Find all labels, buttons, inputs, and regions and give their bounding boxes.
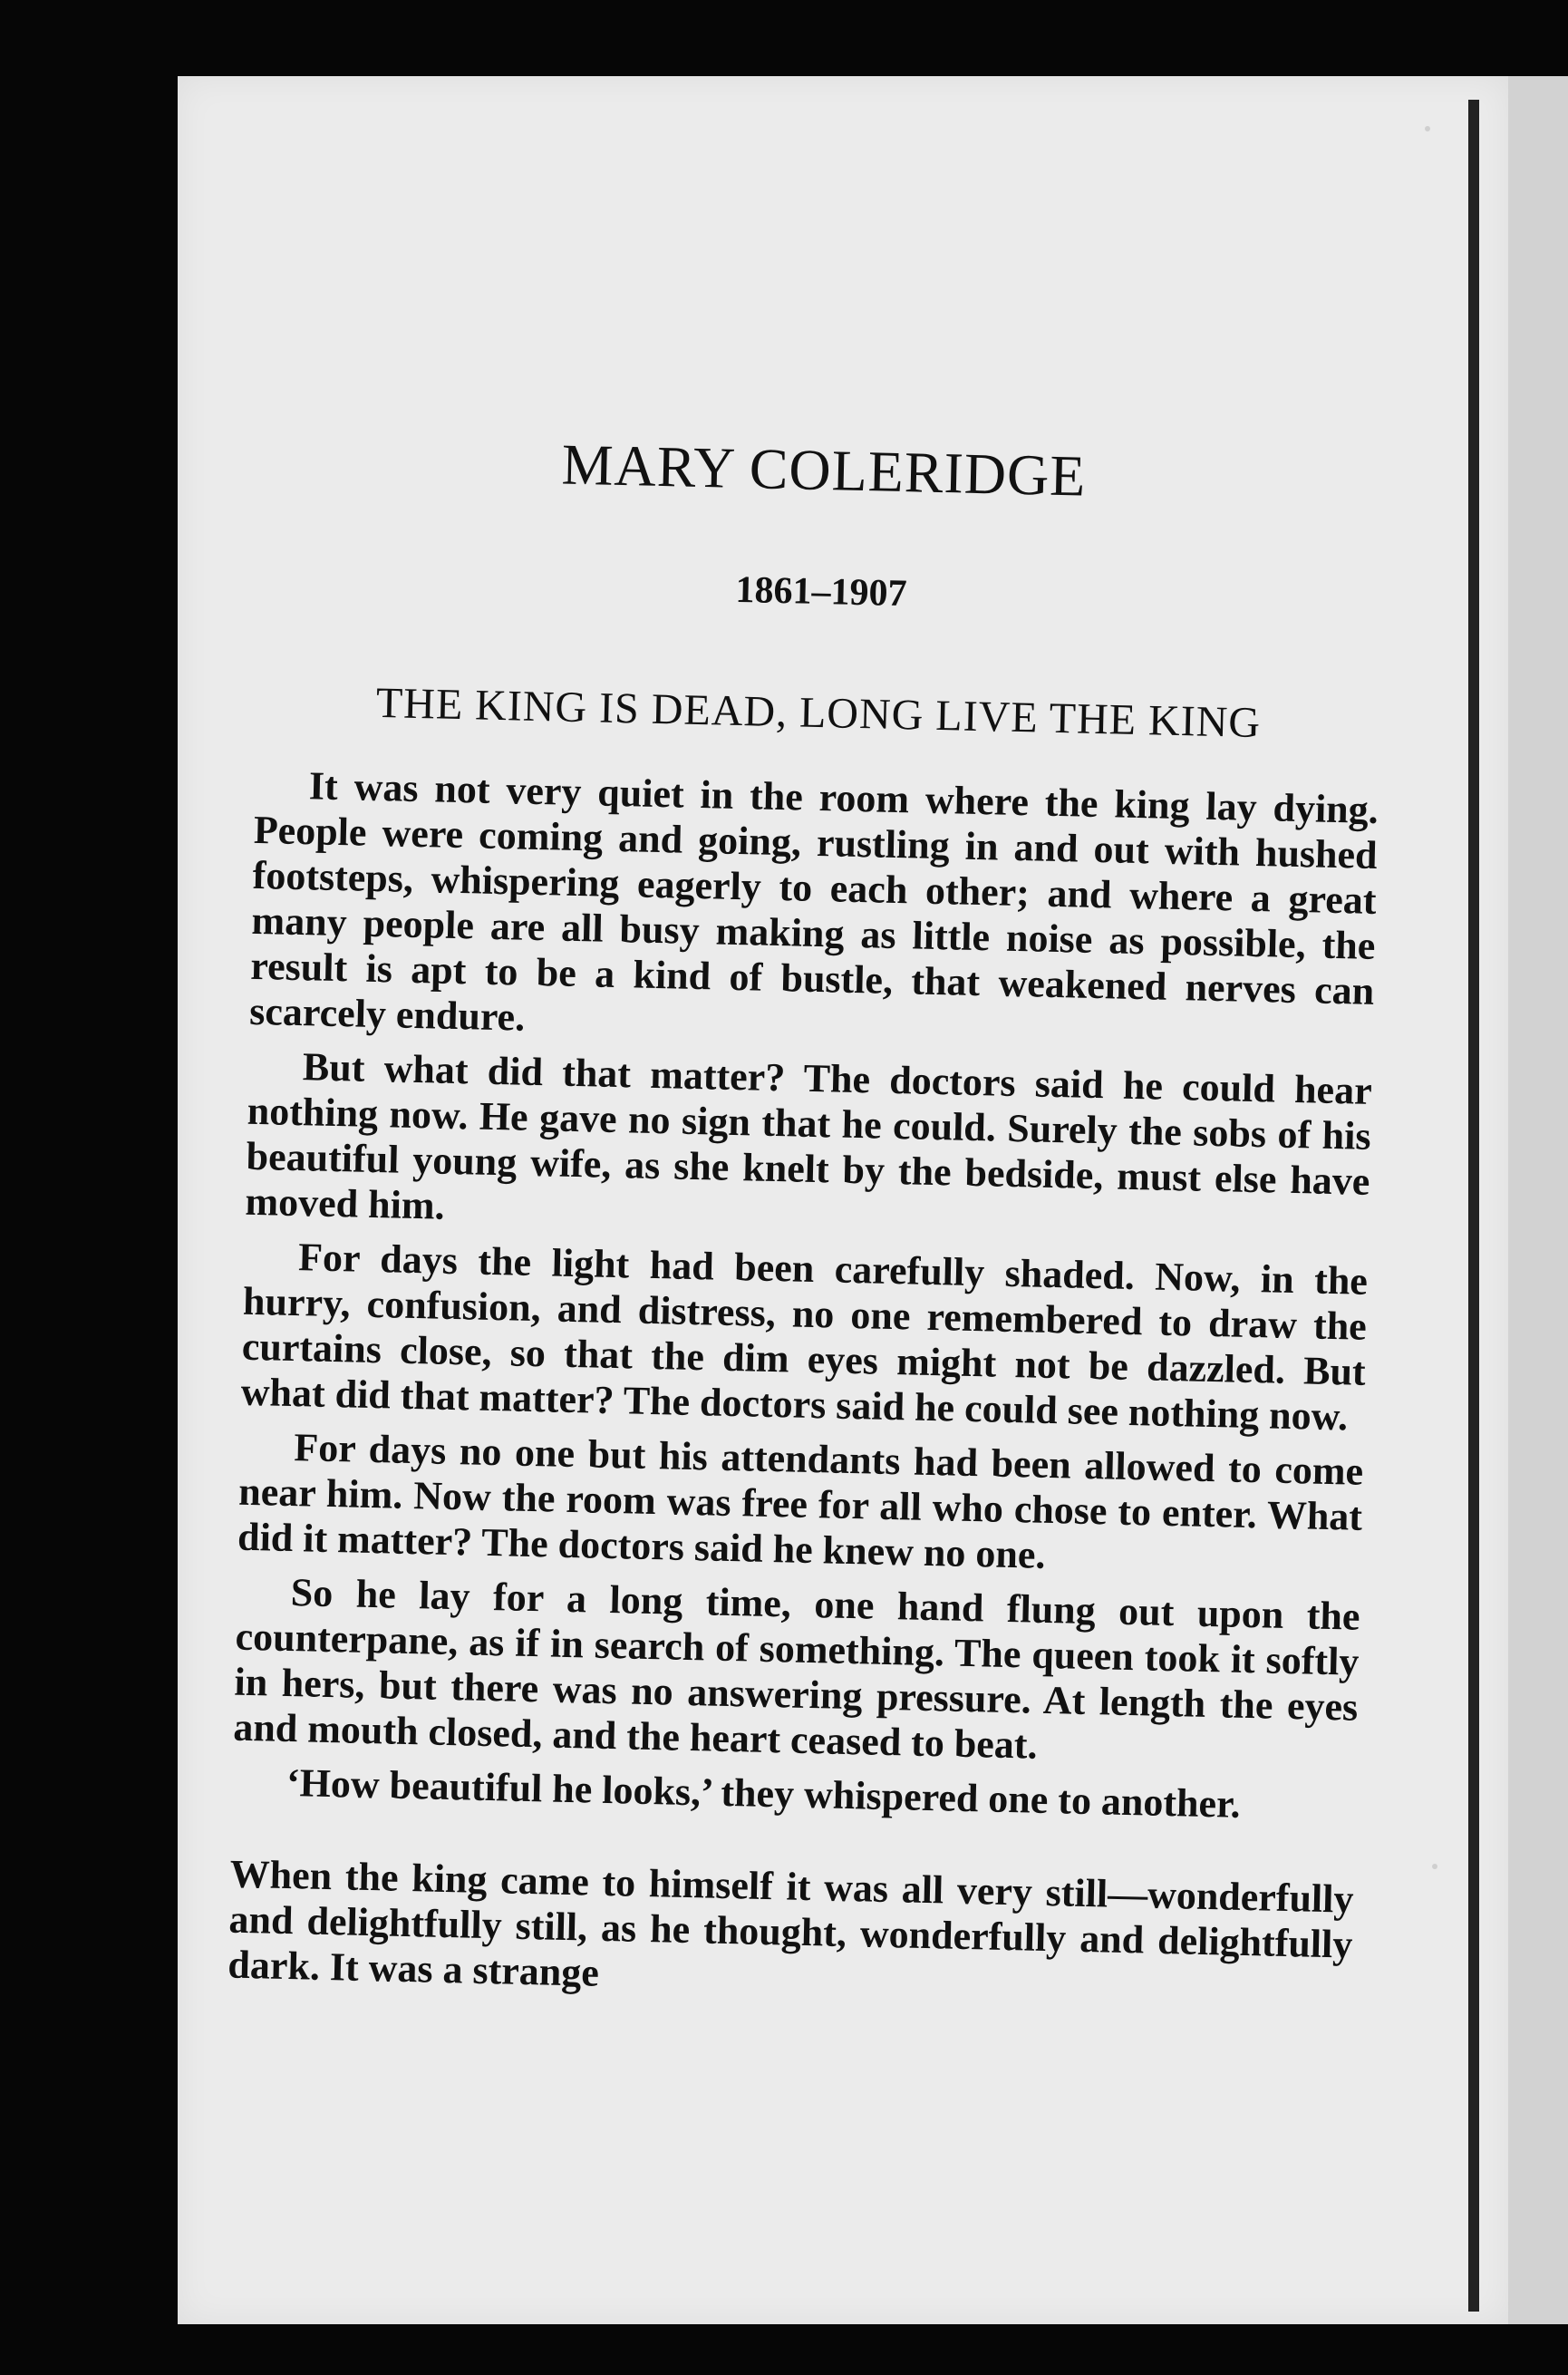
paragraph: For days no one but his attendants had been allowed to come near him. Now the room was free for all who chose to enter. What did it matter? The doctors said he knew no one. [237,1425,1364,1578]
next-page-edge [1508,76,1568,2324]
story-body [227,762,1379,2013]
dust-speck [1432,1864,1437,1869]
author-heading: MARY COLERIDGE [560,431,1088,509]
story-title: THE KING IS DEAD, LONG LIVE THE KING [375,678,1262,747]
section-paragraph: When the king came to himself it was all very still—wonderfully and delightfully still, as he thought, wonderfully and delightfully dark. It was a strange [227,1851,1354,1996]
paragraph: For days the light had been carefully shaded. Now, in the hurry, confusion, and distress, no one remembered to draw the curtains close, so that the dim eyes might not be dazzled. But what did that matter? The doctors said he could see nothing now. [240,1235,1369,1440]
paragraph: So he lay for a long time, one hand flung out upon the counterpane, as if in search of something. The queen took it softly in hers, but there was no answering pressure. At length the eyes and mouth closed, and the heart ceased to beat. [232,1570,1361,1769]
paragraph: But what did that matter? The doctors said he could hear nothing now. He gave no sign that he could. Surely the sobs of his beautiful young wife, as she knelt by the bedside, must else have moved him. [245,1044,1373,1229]
author-dates: 1861–1907 [734,569,907,616]
page-content [227,426,1387,2013]
paragraph: It was not very quiet in the room where the king lay dying. People were coming and going, rustling in and out with hushed footsteps, whispering eagerly to each other; and where a great many people are all busy making as little noise as possible, the result is apt to be a kind of bustle, that weakened nerves can scarcely endure. [248,763,1379,1041]
dust-speck [1425,126,1430,131]
book-binding [1468,100,1479,2312]
paragraph: ‘How beautiful he looks,’ they whispered one to another. [286,1760,1242,1827]
